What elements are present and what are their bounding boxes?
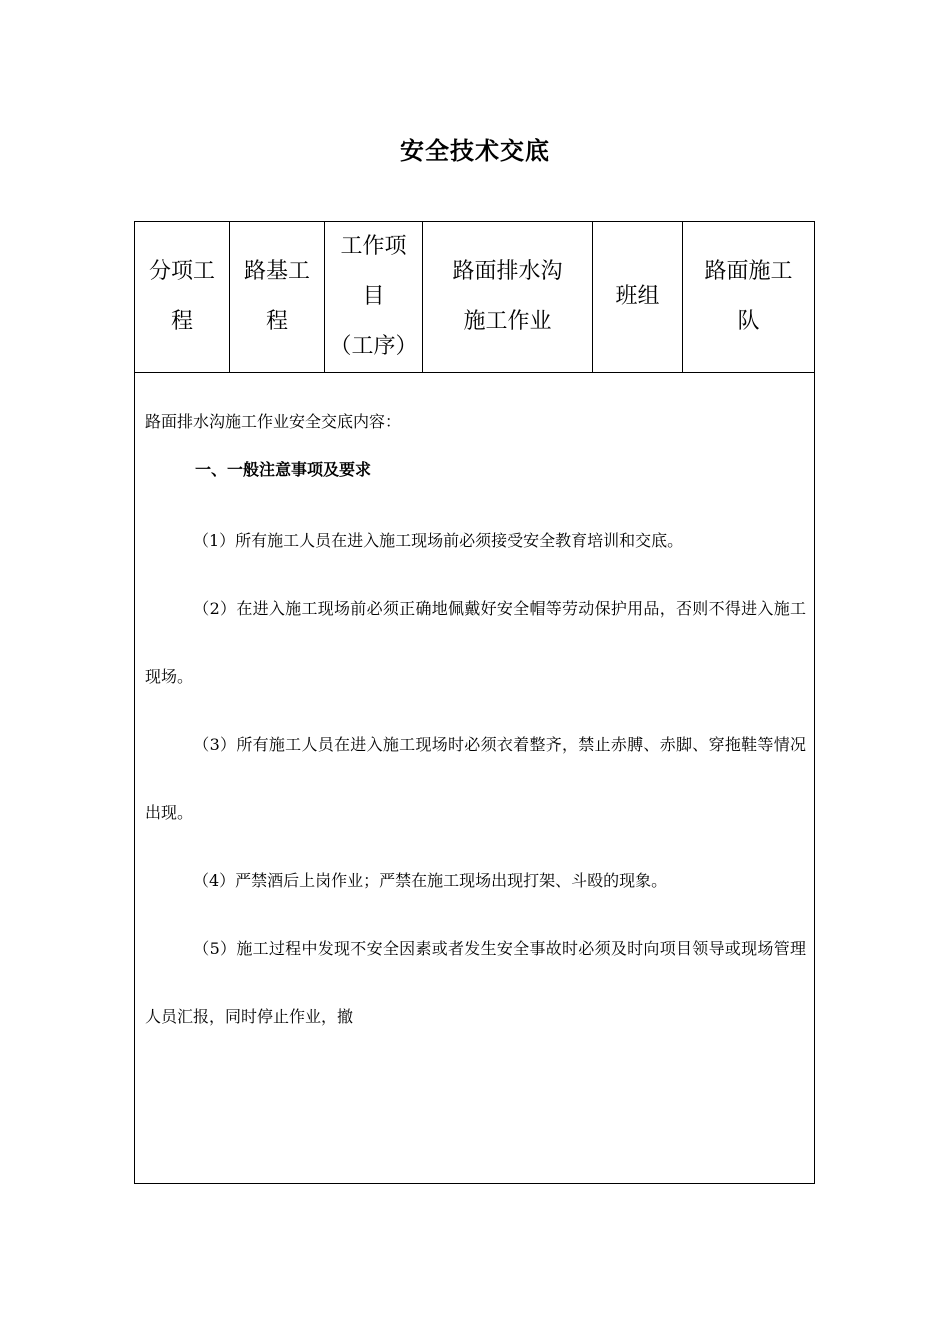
disclosure-table bbox=[134, 221, 815, 1184]
header-text: 分项工 bbox=[148, 259, 215, 284]
list-item: （1）所有施工人员在进入施工现场前必须接受安全教育培训和交底。 bbox=[193, 531, 684, 550]
header-cell-subitem-label bbox=[135, 222, 230, 372]
list-item: （2）在进入施工现场前必须正确地佩戴好安全帽等劳动保护用品，否则不得进入施工现场。 bbox=[145, 599, 806, 686]
header-cell-subitem-value bbox=[230, 222, 325, 372]
header-text: 工作项 bbox=[340, 234, 407, 259]
header-text: 施工作业 bbox=[463, 309, 552, 334]
document-title: 安全技术交底 bbox=[400, 136, 550, 165]
header-text: 程 bbox=[170, 309, 193, 334]
content-intro: 路面排水沟施工作业安全交底内容： bbox=[145, 412, 402, 431]
list-item: （4）严禁酒后上岗作业；严禁在施工现场出现打架、斗殴的现象。 bbox=[193, 871, 668, 890]
header-row bbox=[135, 222, 814, 373]
item-list bbox=[145, 507, 806, 1051]
header-text: 路面排水沟 bbox=[452, 259, 563, 284]
section-heading: 一、一般注意事项及要求 bbox=[195, 460, 372, 479]
list-item: （3）所有施工人员在进入施工现场时必须衣着整齐，禁止赤膊、赤脚、穿拖鞋等情况出现。 bbox=[145, 735, 806, 822]
header-cell-team-value bbox=[683, 222, 814, 372]
header-text: 路基工 bbox=[243, 259, 310, 284]
header-text: 队 bbox=[737, 309, 760, 334]
header-cell-work-item-label bbox=[325, 222, 423, 372]
list-item: （5）施工过程中发现不安全因素或者发生安全事故时必须及时向项目领导或现场管理人员汇报，同时停止作业，撤 bbox=[145, 939, 806, 1026]
header-cell-work-item-value bbox=[423, 222, 593, 372]
header-text: 目 bbox=[362, 284, 385, 309]
header-text: 路面施工 bbox=[704, 259, 793, 284]
header-text: 程 bbox=[265, 309, 288, 334]
header-text: （工序） bbox=[329, 334, 418, 359]
header-text: 班组 bbox=[615, 284, 660, 309]
header-cell-team-label bbox=[593, 222, 683, 372]
